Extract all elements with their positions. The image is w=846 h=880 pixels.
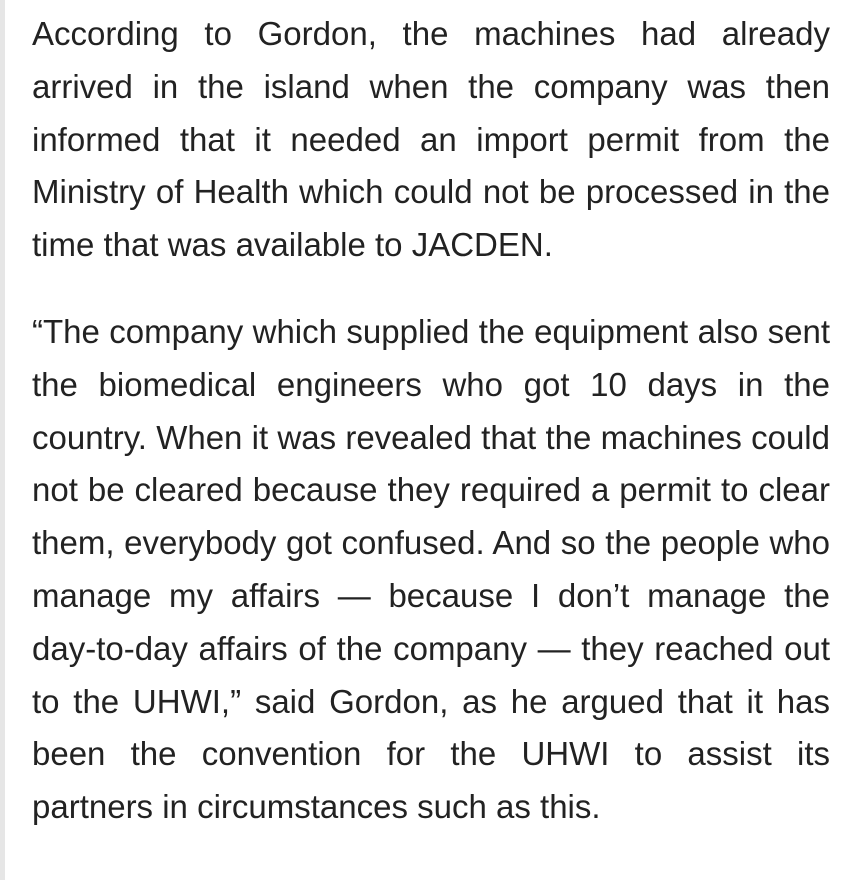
article-body <box>32 8 830 868</box>
paragraph-gordon-quote: “The company which supplied the equipment also sent the biomedical engineers who got 10 days in the country. When it was revealed that the machines could not be cleared because they required a permit to clear them, everybody got confused. And so the people who manage my affairs — because I don’t manage the day-to-day affairs of the company — they reached out to the UHWI,” said Gordon, as he argued that it has been the convention for the UHWI to assist its partners in circumstances such as this. <box>32 312 830 826</box>
paragraph-gordon-import-permit: According to Gordon, the machines had already arrived in the island when the company was then informed that it needed an import permit from the Ministry of Health which could not be processed in the time that was available to JACDEN. <box>32 15 830 264</box>
left-border <box>0 0 5 880</box>
